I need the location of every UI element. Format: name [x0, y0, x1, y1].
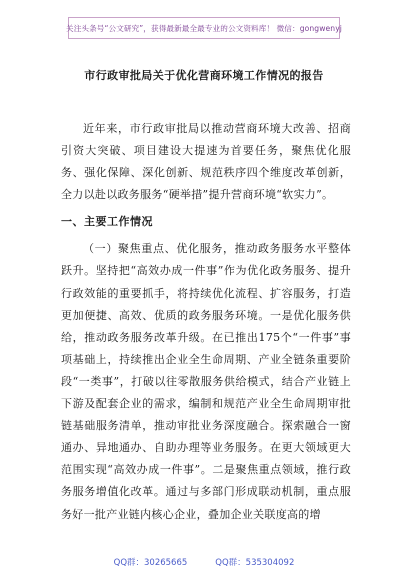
footer — [0, 556, 408, 568]
body-paragraph: （一）聚焦重点、优化服务，推动政务服务水平整体跃升。坚持把“高效办成一件事”作为优化政务服务、提升行政效能的重要抓手，将持续优化流程、扩容服务，打造更加便捷、高效、优质的政务服务环境。一是优化服务供给，推动政务服务改革升级。在已推出175个“一件事”事项基础上，持续推出企业全生命周期、产业全链条重要阶段“一类事”，打破以往零散服务供给模式，结合产业链上下游及配套企业的需求，编制和规范产业全生命周期审批链基础服务清单，推动审批业务深度融合。探索融合一窗通办、异地通办、自助办理等业务服务。在更大领域更大范围实现“高效办成一件事”。二是聚焦重点领域，推行政务服务增值化改革。通过与多部门形成联动机制，重点服务好一批产业链内核心企业，叠加企业关联度高的增 — [61, 242, 351, 521]
intro-paragraph: 近年来，市行政审批局以推动营商环境大改善、招商引资大突破、项目建设大提速为首要任务，聚焦优化服务、强化保障、深化创新、规范秩序四个维度改革创新，全力以赴以政务服务“硬举措”提升营商环境“软实力”。 — [61, 122, 351, 202]
section-heading: 一、主要工作情况 — [61, 215, 153, 229]
document-title: 市行政审批局关于优化营商环境工作情况的报告 — [84, 69, 324, 82]
footer-qq-group-2: QQ群：535304092 — [215, 558, 295, 568]
footer-qq-group-1: QQ群：30265665 — [113, 558, 188, 568]
promo-banner — [68, 17, 340, 39]
promo-banner-text: 关注头条号“公文研究”，获得最新最全最专业的公文资料库！ 微信：gongwenyj — [66, 23, 342, 33]
document-body — [61, 118, 351, 526]
